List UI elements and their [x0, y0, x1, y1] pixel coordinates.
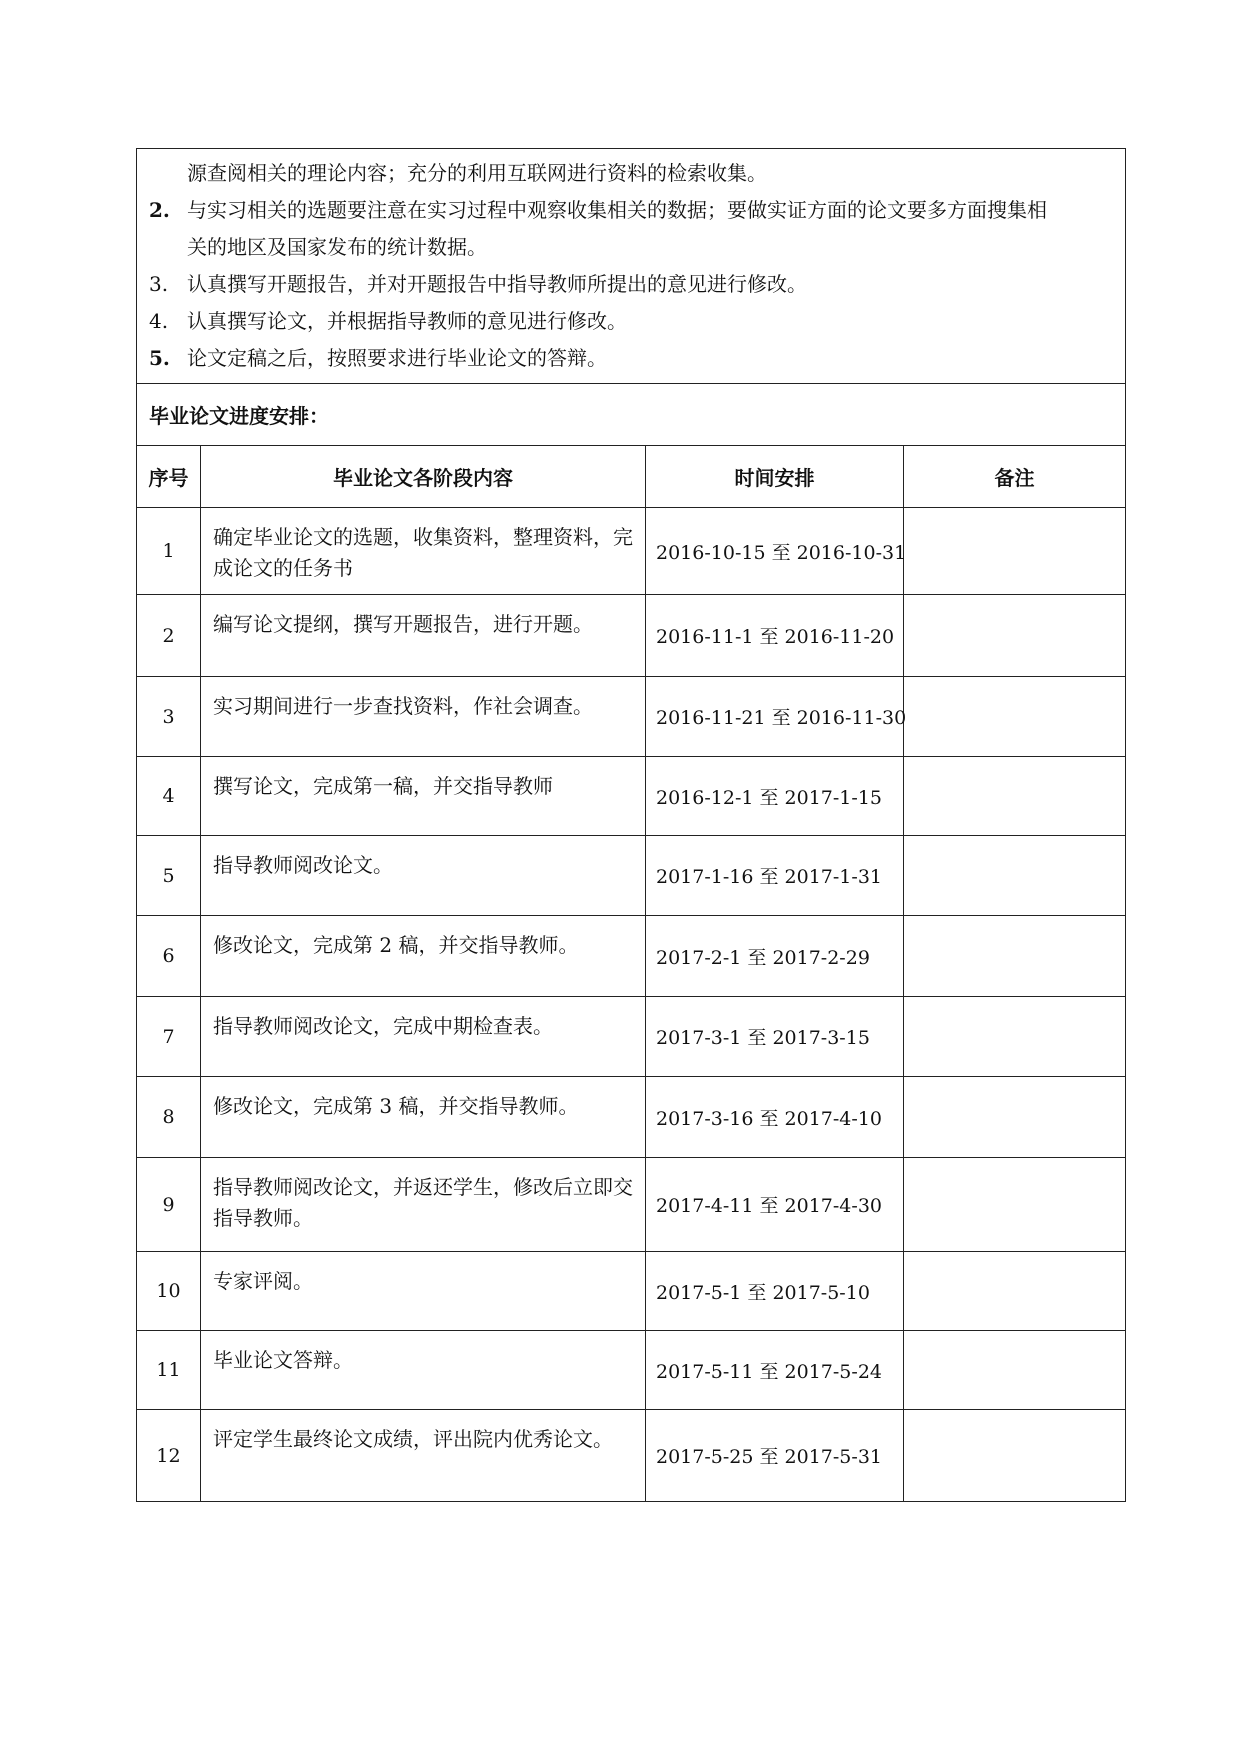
row-index: 3	[137, 677, 201, 757]
row-note	[904, 997, 1126, 1077]
requirement-text-continued: 关的地区及国家发布的统计数据。	[187, 235, 487, 259]
row-index: 9	[137, 1158, 201, 1252]
row-time: 2017-4-11 至 2017-4-30	[646, 1158, 904, 1252]
row-index: 10	[137, 1252, 201, 1331]
table-row	[137, 1077, 1126, 1158]
row-index: 8	[137, 1077, 201, 1158]
row-content: 指导教师阅改论文，完成中期检查表。	[201, 997, 646, 1077]
header-note: 备注	[904, 446, 1126, 508]
row-time: 2017-1-16 至 2017-1-31	[646, 836, 904, 916]
row-note	[904, 836, 1126, 916]
row-note	[904, 916, 1126, 997]
row-content: 毕业论文答辩。	[201, 1331, 646, 1410]
row-note	[904, 1331, 1126, 1410]
schedule-title-row	[137, 384, 1126, 446]
row-content: 修改论文，完成第 3 稿，并交指导教师。	[201, 1077, 646, 1158]
table-row	[137, 1252, 1126, 1331]
row-index: 6	[137, 916, 201, 997]
table-row	[137, 595, 1126, 677]
row-index: 4	[137, 757, 201, 836]
requirement-item-4	[149, 303, 1113, 340]
requirements-row	[137, 149, 1126, 384]
row-time: 2016-11-21 至 2016-11-30	[646, 677, 904, 757]
table-row	[137, 1158, 1126, 1252]
row-content: 指导教师阅改论文。	[201, 836, 646, 916]
header-content: 毕业论文各阶段内容	[201, 446, 646, 508]
row-time: 2016-10-15 至 2016-10-31	[646, 508, 904, 595]
document-page	[136, 148, 1126, 1502]
row-content: 实习期间进行一步查找资料，作社会调查。	[201, 677, 646, 757]
table-row	[137, 836, 1126, 916]
requirement-number: 3.	[149, 272, 169, 296]
requirement-number: 4.	[149, 309, 169, 333]
row-note	[904, 757, 1126, 836]
row-content: 撰写论文，完成第一稿，并交指导教师	[201, 757, 646, 836]
requirement-item-3	[149, 266, 1113, 303]
requirement-item-2	[149, 192, 1113, 229]
row-index: 12	[137, 1410, 201, 1502]
row-content: 评定学生最终论文成绩，评出院内优秀论文。	[201, 1410, 646, 1502]
requirement-number: 5.	[149, 346, 170, 370]
header-index: 序号	[137, 446, 201, 508]
row-index: 7	[137, 997, 201, 1077]
row-time: 2017-3-16 至 2017-4-10	[646, 1077, 904, 1158]
requirement-number: 2.	[149, 198, 170, 222]
row-note	[904, 1252, 1126, 1331]
row-note	[904, 677, 1126, 757]
table-row	[137, 1410, 1126, 1502]
row-content: 修改论文，完成第 2 稿，并交指导教师。	[201, 916, 646, 997]
requirements-cell	[137, 149, 1126, 384]
row-content: 编写论文提纲，撰写开题报告，进行开题。	[201, 595, 646, 677]
row-note	[904, 508, 1126, 595]
table-row	[137, 757, 1126, 836]
row-index: 2	[137, 595, 201, 677]
row-time: 2016-11-1 至 2016-11-20	[646, 595, 904, 677]
row-time: 2017-5-1 至 2017-5-10	[646, 1252, 904, 1331]
row-note	[904, 1077, 1126, 1158]
requirement-text: 认真撰写论文，并根据指导教师的意见进行修改。	[187, 309, 627, 333]
row-index: 1	[137, 508, 201, 595]
table-row	[137, 916, 1126, 997]
row-time: 2017-5-25 至 2017-5-31	[646, 1410, 904, 1502]
row-time: 2017-3-1 至 2017-3-15	[646, 997, 904, 1077]
requirement-text: 与实习相关的选题要注意在实习过程中观察收集相关的数据；要做实证方面的论文要多方面搜集相	[187, 198, 1047, 222]
requirement-text: 认真撰写开题报告，并对开题报告中指导教师所提出的意见进行修改。	[187, 272, 807, 296]
table-row	[137, 1331, 1126, 1410]
row-note	[904, 1410, 1126, 1502]
row-content: 专家评阅。	[201, 1252, 646, 1331]
thesis-table	[136, 148, 1126, 1502]
table-row	[137, 677, 1126, 757]
row-content: 确定毕业论文的选题，收集资料，整理资料，完成论文的任务书	[201, 508, 646, 595]
table-row	[137, 508, 1126, 595]
row-note	[904, 595, 1126, 677]
row-index: 11	[137, 1331, 201, 1410]
requirement-text: 论文定稿之后，按照要求进行毕业论文的答辩。	[187, 346, 607, 370]
schedule-header-row	[137, 446, 1126, 508]
table-row	[137, 997, 1126, 1077]
row-index: 5	[137, 836, 201, 916]
schedule-body	[137, 508, 1126, 1502]
requirement-continuation: 源查阅相关的理论内容；充分的利用互联网进行资料的检索收集。	[187, 161, 767, 185]
header-time: 时间安排	[646, 446, 904, 508]
row-time: 2017-5-11 至 2017-5-24	[646, 1331, 904, 1410]
schedule-title: 毕业论文进度安排：	[137, 384, 1126, 446]
row-time: 2017-2-1 至 2017-2-29	[646, 916, 904, 997]
row-time: 2016-12-1 至 2017-1-15	[646, 757, 904, 836]
row-content: 指导教师阅改论文，并返还学生，修改后立即交指导教师。	[201, 1158, 646, 1252]
requirement-item-5	[149, 340, 1113, 377]
row-note	[904, 1158, 1126, 1252]
